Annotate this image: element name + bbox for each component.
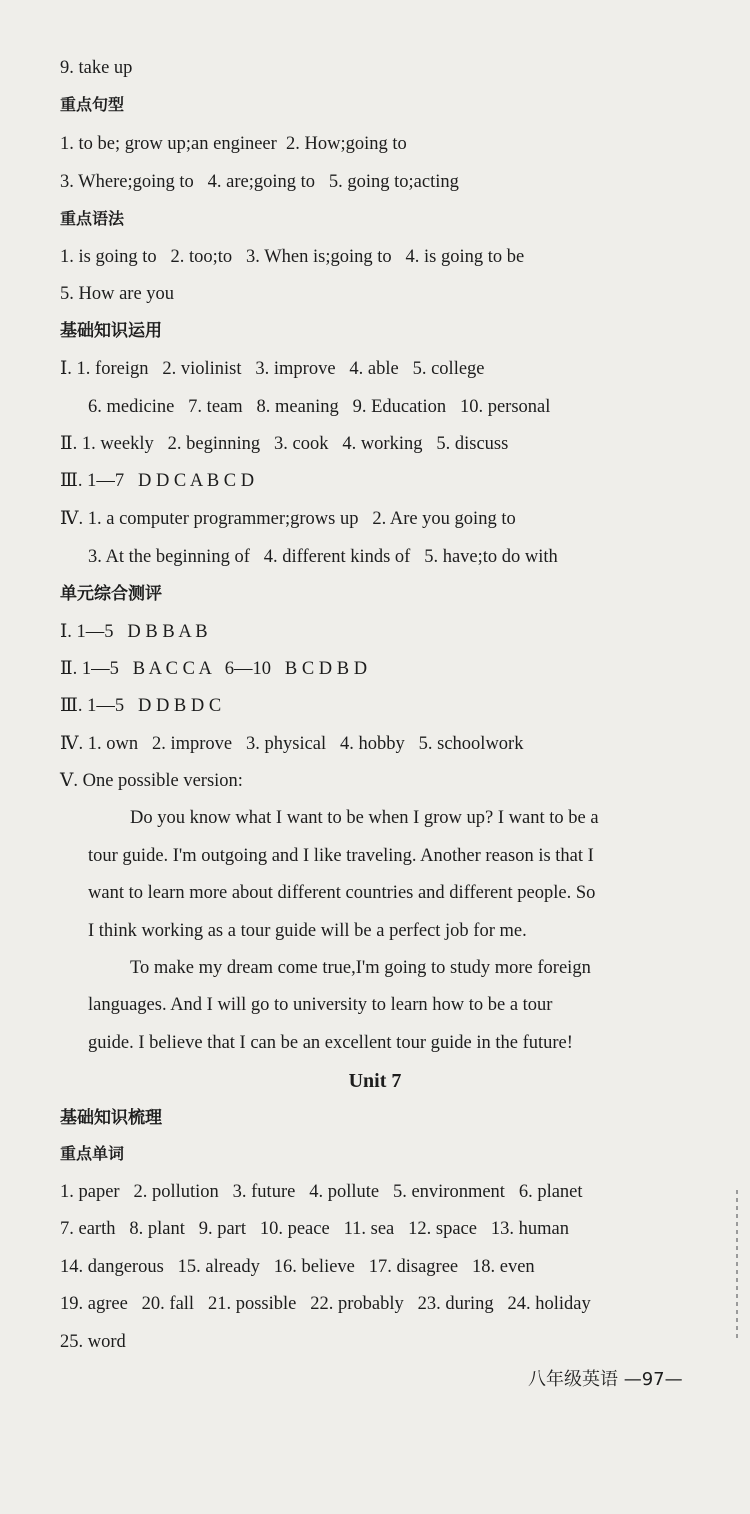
page-edge-marks [736, 1190, 738, 1340]
answer-line: 19. agree 20. fall 21. possible 22. probably 23. during 24. holiday [60, 1294, 591, 1314]
answer-line: 25. word [60, 1332, 126, 1352]
answer-line: 3. At the beginning of 4. different kinds of 5. have;to do with [88, 547, 558, 567]
essay-line: guide. I believe that I can be an excellent tour guide in the future! [88, 1033, 573, 1053]
unit-title: Unit 7 [348, 1070, 402, 1092]
answer-line: 3. Where;going to 4. are;going to 5. going to;acting [60, 172, 459, 192]
section-heading: 重点单词 [60, 1144, 125, 1163]
answer-line: 6. medicine 7. team 8. meaning 9. Education 10. personal [88, 397, 551, 417]
section-heading: 基础知识梳理 [60, 1108, 162, 1128]
essay-line: I think working as a tour guide will be a perfect job for me. [88, 921, 527, 941]
answer-line: Ⅰ. 1. foreign 2. violinist 3. improve 4. able 5. college [60, 359, 485, 379]
section-heading: 重点语法 [60, 209, 125, 228]
section-heading: 基础知识运用 [60, 321, 162, 341]
answer-line: Ⅳ. 1. own 2. improve 3. physical 4. hobby 5. schoolwork [60, 734, 524, 754]
page-footer: 八年级英语 —97— [528, 1369, 683, 1390]
answer-line: Ⅲ. 1—7 D D C A B C D [60, 471, 255, 491]
section-heading: 单元综合测评 [60, 584, 162, 604]
answer-line: Ⅴ. One possible version: [60, 771, 243, 791]
essay-line: Do you know what I want to be when I grow up? I want to be a [130, 808, 599, 828]
answer-line: 7. earth 8. plant 9. part 10. peace 11. sea 12. space 13. human [60, 1219, 569, 1239]
answer-line: 9. take up [60, 58, 133, 78]
section-heading: 重点句型 [60, 95, 125, 114]
answer-line: Ⅱ. 1—5 B A C C A 6—10 B C D B D [60, 659, 368, 679]
essay-line: want to learn more about different countries and different people. So [88, 883, 596, 903]
answer-line: Ⅲ. 1—5 D D B D C [60, 696, 222, 716]
answer-line: Ⅱ. 1. weekly 2. beginning 3. cook 4. working 5. discuss [60, 434, 509, 454]
answer-line: Ⅰ. 1—5 D B B A B [60, 622, 208, 642]
answer-line: Ⅳ. 1. a computer programmer;grows up 2. Are you going to [60, 509, 516, 529]
answer-line: 1. is going to 2. too;to 3. When is;going to 4. is going to be [60, 247, 525, 267]
essay-line: tour guide. I'm outgoing and I like traveling. Another reason is that I [88, 846, 594, 866]
essay-line: To make my dream come true,I'm going to study more foreign [130, 958, 591, 978]
answer-line: 1. to be; grow up;an engineer 2. How;going to [60, 134, 407, 154]
essay-line: languages. And I will go to university to learn how to be a tour [88, 995, 553, 1015]
answer-line: 5. How are you [60, 284, 175, 304]
answer-line: 1. paper 2. pollution 3. future 4. pollute 5. environment 6. planet [60, 1182, 583, 1202]
answer-line: 14. dangerous 15. already 16. believe 17. disagree 18. even [60, 1257, 535, 1277]
